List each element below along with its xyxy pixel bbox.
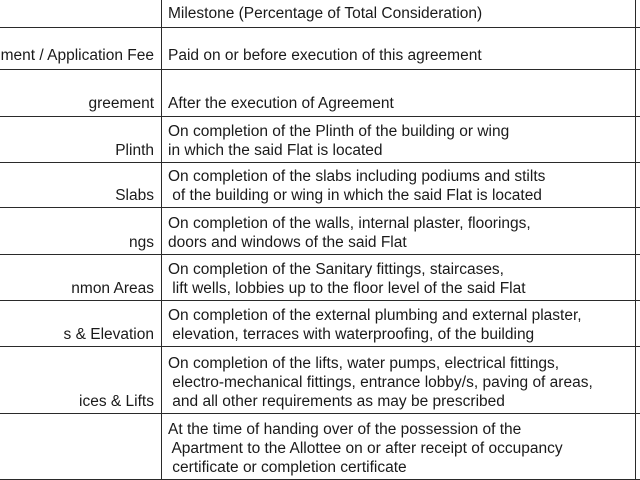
header-milestone-cell <box>162 0 636 27</box>
milestone-text <box>168 260 526 298</box>
milestone-line: electro-mechanical fittings, entrance lobby/s, paving of areas, <box>168 374 593 391</box>
stage-label: Slabs <box>115 187 154 204</box>
table-edge-cell <box>636 208 640 254</box>
stage-cell <box>0 70 162 116</box>
table-row <box>0 28 640 70</box>
milestone-line: certificate or completion certificate <box>168 459 407 476</box>
stage-label: ment / Application Fee <box>0 47 154 64</box>
milestone-text <box>168 167 545 205</box>
table-edge-cell <box>636 301 640 346</box>
milestone-cell <box>162 347 636 413</box>
milestone-line: On completion of the walls, internal plaster, floorings, <box>168 215 531 232</box>
stage-label: s & Elevation <box>63 326 154 343</box>
milestone-cell <box>162 70 636 116</box>
milestone-text <box>168 94 394 113</box>
milestone-line: On completion of the lifts, water pumps, electrical fittings, <box>168 355 560 372</box>
milestone-text <box>168 122 509 160</box>
table-header-row <box>0 0 640 28</box>
table-row <box>0 208 640 255</box>
milestone-cell <box>162 208 636 254</box>
milestone-text <box>168 354 593 411</box>
milestone-line: in which the said Flat is located <box>168 142 383 159</box>
table-edge-cell <box>636 0 640 27</box>
table-edge-cell <box>636 163 640 207</box>
table-row <box>0 117 640 163</box>
table-row <box>0 301 640 347</box>
milestone-line: elevation, terraces with waterproofing, of the building <box>168 326 535 343</box>
table-row <box>0 255 640 301</box>
milestone-text <box>168 214 531 252</box>
stage-label: ices & Lifts <box>79 393 154 410</box>
milestone-cell <box>162 255 636 300</box>
milestone-line: At the time of handing over of the possession of the <box>168 421 522 438</box>
table-row <box>0 163 640 208</box>
milestone-line: Apartment to the Allottee on or after receipt of occupancy <box>168 440 563 457</box>
milestone-cell <box>162 163 636 207</box>
milestone-cell <box>162 414 636 479</box>
stage-cell <box>0 117 162 162</box>
milestone-line: lift wells, lobbies up to the floor level of the said Flat <box>168 280 526 297</box>
milestone-line: and all other requirements as may be prescribed <box>168 393 505 410</box>
stage-label: greement <box>88 95 154 112</box>
table-edge-cell <box>636 414 640 479</box>
header-stage-cell <box>0 0 162 27</box>
milestone-line: On completion of the Plinth of the building or wing <box>168 123 510 140</box>
milestone-line: Paid on or before execution of this agreement <box>168 47 482 64</box>
milestone-line: On completion of the slabs including podiums and stilts <box>168 168 546 185</box>
milestone-text <box>168 420 563 477</box>
table-edge-cell <box>636 117 640 162</box>
table-edge-cell <box>636 28 640 69</box>
stage-cell <box>0 301 162 346</box>
stage-label: Plinth <box>115 142 154 159</box>
stage-cell <box>0 347 162 413</box>
table-row <box>0 347 640 414</box>
milestone-line: of the building or wing in which the said Flat is located <box>168 187 542 204</box>
stage-cell <box>0 163 162 207</box>
milestone-line: doors and windows of the said Flat <box>168 234 407 251</box>
header-milestone-label: Milestone (Percentage of Total Consideration) <box>168 5 483 22</box>
table-edge-cell <box>636 70 640 116</box>
stage-label: ngs <box>129 234 154 251</box>
milestone-cell <box>162 28 636 69</box>
table-edge-cell <box>636 347 640 413</box>
milestone-line: After the execution of Agreement <box>168 95 394 112</box>
stage-cell <box>0 414 162 479</box>
milestone-line: On completion of the external plumbing and external plaster, <box>168 307 582 324</box>
table-row <box>0 414 640 480</box>
milestone-line: On completion of the Sanitary fittings, staircases, <box>168 261 504 278</box>
milestone-cell <box>162 301 636 346</box>
stage-cell <box>0 28 162 69</box>
table-edge-cell <box>636 255 640 300</box>
stage-cell <box>0 208 162 254</box>
stage-cell <box>0 255 162 300</box>
milestone-cell <box>162 117 636 162</box>
milestone-text <box>168 306 582 344</box>
stage-label: nmon Areas <box>71 280 154 297</box>
table-row <box>0 70 640 117</box>
milestone-text <box>168 46 482 65</box>
